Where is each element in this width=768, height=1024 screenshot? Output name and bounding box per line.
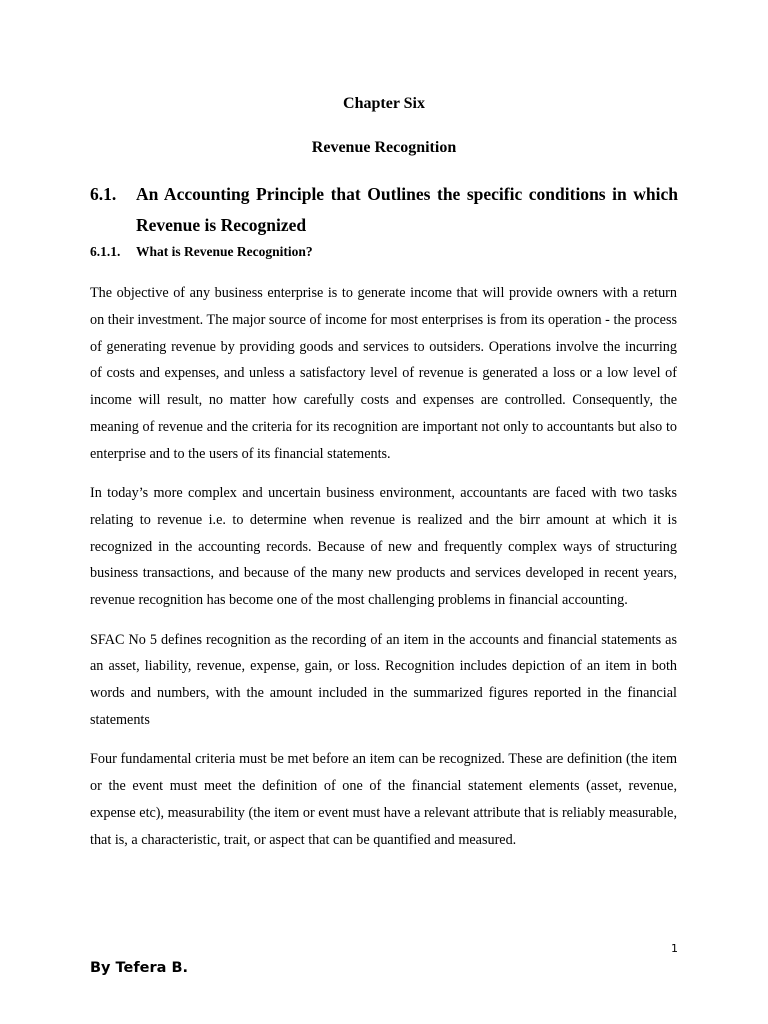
- subsection-title: What is Revenue Recognition?: [136, 244, 313, 259]
- paragraph: In today’s more complex and uncertain business environment, accountants are faced with two tasks relating to revenue i.e. to determine when revenue is realized and the birr amount at which it is recognized in the accounting records. Because of new and frequently complex ways of structuring business transactions, and because of the many new products and services developed in recent years, revenue recognition has become one of the most challenging problems in financial accounting.: [90, 485, 677, 609]
- paragraph: The objective of any business enterprise is to generate income that will provide owners with a return on their investment. The major source of income for most enterprises is from its operation - the process of generating revenue by providing goods and services to outsiders. Operations involve the incurring of costs and expenses, and unless a satisfactory level of revenue is generated a loss or a low level of income will result, no matter how carefully costs and expenses are controlled. Consequently, the meaning of revenue and the criteria for its recognition are important not only to accountants but also to enterprise and to the users of its financial statements.: [90, 285, 677, 462]
- section-title: An Accounting Principle that Outlines the specific conditions in which Revenue is Recognized: [136, 184, 678, 235]
- chapter-subtitle: Revenue Recognition: [311, 139, 457, 156]
- page-number: 1: [671, 942, 678, 955]
- author-footer: By Tefera B.: [90, 960, 189, 976]
- paragraph: Four fundamental criteria must be met before an item can be recognized. These are definition (the item or the event must meet the definition of one of the financial statement elements (asset, revenue, expense etc), measurability (the item or event must have a relevant attribute that is reliably measurable, that is, a characteristic, trait, or aspect that can be quantified and measured.: [90, 751, 677, 848]
- subsection-number: 6.1.1.: [90, 244, 121, 259]
- subsection-heading: [90, 242, 313, 262]
- body-text: [90, 280, 677, 866]
- chapter-title: Chapter Six: [343, 95, 425, 112]
- section-heading: [90, 179, 678, 241]
- paragraph: SFAC No 5 defines recognition as the recording of an item in the accounts and financial statements as an asset, liability, revenue, expense, gain, or loss. Recognition includes depiction of an item in both words and numbers, with the amount included in the summarized figures reported in the financial statements: [90, 631, 677, 728]
- section-number: 6.1.: [90, 184, 117, 204]
